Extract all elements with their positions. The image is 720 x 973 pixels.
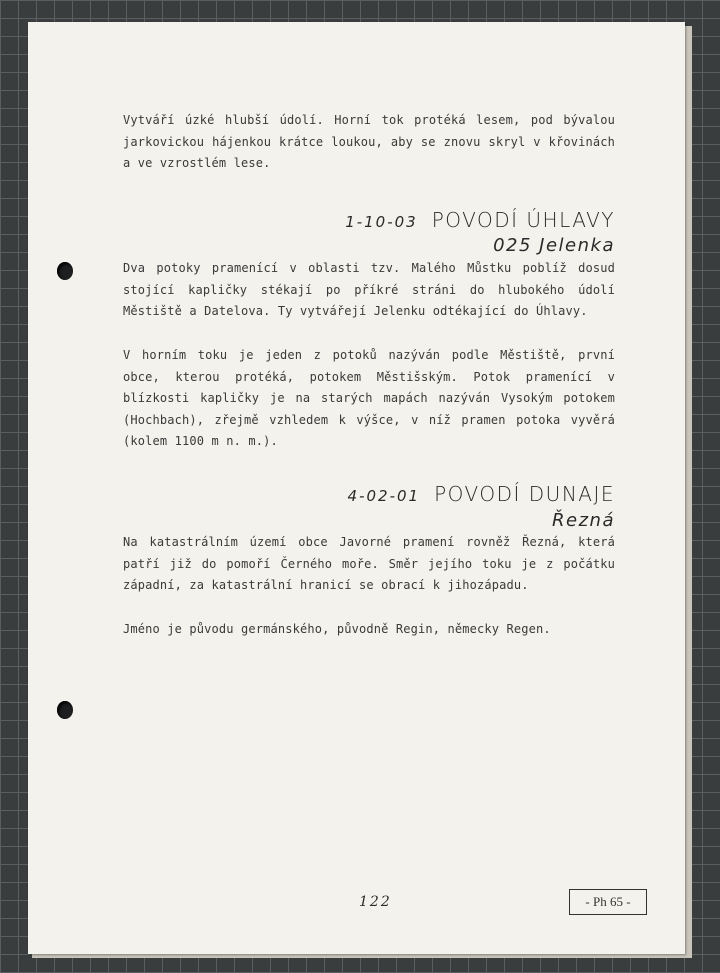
- section-heading-dunaj: [348, 482, 615, 506]
- ph-label-box: - Ph 65 -: [569, 889, 647, 915]
- section-code: 1-10-03: [345, 213, 418, 231]
- section-code: 4-02-01: [347, 487, 421, 505]
- section-heading-uhlava: [345, 208, 615, 232]
- page-number: 122: [359, 894, 392, 910]
- section-subtitle: 025 Jelenka: [493, 235, 615, 256]
- paragraph-intro: Vytváří úzké hlubší údolí. Horní tok protéká lesem, pod bývalou jarkovickou hájenkou krátce loukou, aby se znovu skryl v křovinách a ve vzrostlém lese.: [123, 113, 615, 170]
- punch-hole-bottom: [57, 701, 73, 719]
- paragraph-rezna-2: Jméno je původu germánského, původně Regin, německy Regen.: [123, 622, 551, 636]
- paragraph-jelenka-1: Dva potoky pramenící v oblasti tzv. Malého Můstku poblíž dosud stojící kapličky stékají po příkré stráni do hlubokého údolí Městiště a Datelova. Ty vytvářejí Jelenku odtékající do Úhlavy.: [123, 261, 615, 318]
- section-title: POVODÍ ÚHLAVY: [431, 208, 615, 232]
- paragraph-jelenka-2: V horním toku je jeden z potoků nazýván podle Městiště, první obce, kterou protéká, potokem Městišským. Potok pramenící v blízkosti kapličky je na starých mapách nazýván Vysokým potokem (Hochbach), zřejmě vzhledem k výšce, v níž pramen potoka vyvěrá (kolem 1100 m n. m.).: [123, 348, 615, 448]
- paragraph-rezna-1: Na katastrálním území obce Javorné pramení rovněž Řezná, která patří již do pomoří Černého moře. Směr jejího toku je z počátku západní, za katastrální hranicí se obrací k jihozápadu.: [123, 535, 615, 592]
- document-page: [28, 22, 685, 954]
- punch-hole-top: [57, 262, 73, 280]
- section-subtitle: Řezná: [552, 510, 615, 531]
- section-title: POVODÍ DUNAJE: [434, 482, 615, 506]
